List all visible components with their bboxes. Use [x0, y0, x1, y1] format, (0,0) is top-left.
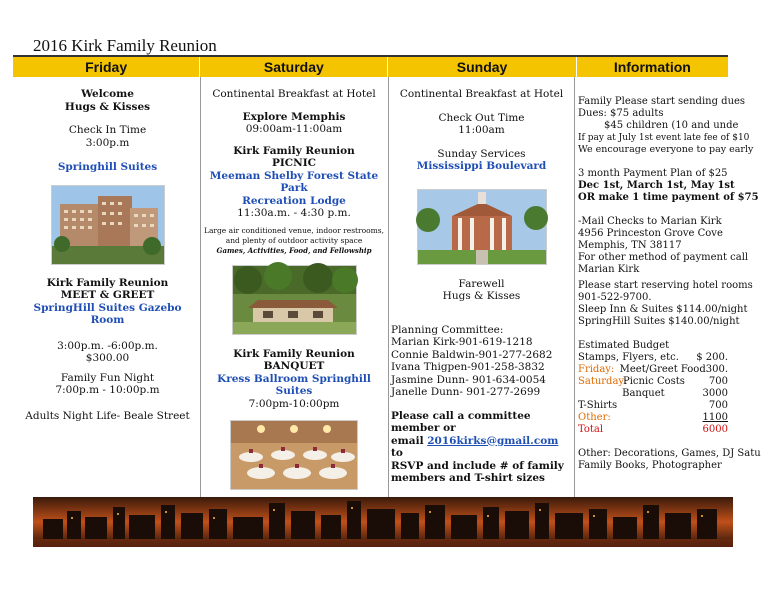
column-divider: [388, 77, 389, 497]
rsvp-line-2: [391, 435, 572, 460]
fun-night-label: Family Fun Night: [60, 371, 155, 384]
info-line: -Mail Checks to Marian Kirk: [578, 216, 722, 227]
meet-greet-title: Kirk Family Reunion: [46, 276, 169, 289]
budget-row: [578, 364, 728, 376]
farewell: Farewell: [458, 277, 505, 290]
info-line: Sleep Inn & Suites $114.00/night: [578, 304, 748, 315]
sunday-breakfast: Continental Breakfast at Hotel: [399, 88, 564, 100]
header-sunday: Sunday: [388, 57, 576, 77]
lodge-photo: [232, 265, 357, 335]
budget-label: Other:: [578, 412, 611, 423]
meet-greet-cost: $300.00: [85, 352, 130, 364]
friday-hugs: Hugs & Kisses: [64, 100, 151, 113]
hotel-photo: [51, 185, 165, 265]
saturday-column: [203, 88, 385, 490]
budget-label: Total: [578, 424, 604, 435]
picnic-sub: PICNIC: [271, 157, 317, 169]
budget-label: T-Shirts: [578, 400, 618, 411]
info-line: 4956 Princeston Grove Cove: [578, 228, 723, 239]
meet-greet-time: 3:00p.m. -6:00p.m.: [57, 339, 158, 352]
column-divider: [574, 77, 575, 497]
info-line: Dues: $75 adults: [578, 108, 664, 119]
budget-row: [578, 352, 728, 364]
banquet-title: Kirk Family Reunion: [233, 347, 355, 360]
info-line: 901-522-9700.: [578, 292, 652, 303]
banquet-time: 7:00pm-10:00pm: [248, 397, 340, 410]
meet-greet-place: SpringHill Suites Gazebo Room: [33, 301, 182, 326]
church-photo: [417, 189, 547, 265]
info-line: Dec 1st, March 1st, May 1st: [578, 180, 735, 191]
budget-label: Stamps, Flyers, etc.: [578, 352, 679, 363]
checkout-label: Check Out Time: [438, 111, 525, 124]
church-name: Mississippi Boulevard: [416, 160, 547, 172]
info-line: OR make 1 time payment of $75: [578, 192, 759, 203]
friday-checkin-label: Check In Time: [68, 124, 147, 136]
budget-value: 700: [708, 400, 728, 411]
rsvp-line-4: members and T-shirt sizes: [391, 472, 545, 484]
picnic-time: 11:30a.m. - 4:30 p.m.: [237, 207, 351, 219]
budget-value: 300.: [705, 364, 728, 375]
budget-row: [578, 412, 728, 424]
sunday-column: [391, 88, 572, 485]
adults-night-life: Adults Night Life- Beale Street: [25, 409, 190, 422]
committee-member: Ivana Thigpen-901-258-3832: [391, 361, 545, 373]
budget-item: Picnic Costs: [623, 376, 685, 387]
budget-value: 6000: [702, 424, 728, 435]
committee-member: Marian Kirk-901-619-1218: [391, 336, 533, 348]
header-friday: Friday: [13, 57, 200, 77]
budget-value: 3000: [702, 388, 728, 399]
info-other-2: Family Books, Photographer: [578, 460, 722, 471]
info-line: For other method of payment call: [578, 252, 749, 263]
information-column: [578, 96, 761, 472]
picnic-place-1: Meeman Shelby Forest State Park: [209, 169, 379, 194]
budget-title: Estimated Budget: [578, 340, 670, 351]
committee-member: Janelle Dunn- 901-277-2699: [391, 386, 541, 398]
skyline-banner: [33, 497, 733, 547]
farewell-hugs: Hugs & Kisses: [442, 290, 521, 302]
committee-member: Connie Baldwin-901-277-2682: [391, 348, 553, 361]
rsvp-email-prefix: email: [391, 434, 428, 447]
banquet-sub: BANQUET: [263, 360, 325, 372]
checkout-time: 11:00am: [458, 124, 505, 136]
venue-desc-3: Games, Activities, Food, and Fellowship: [216, 245, 372, 255]
friday-checkin-time: 3:00p.m: [85, 136, 130, 149]
info-line: 3 month Payment Plan of $25: [578, 168, 728, 179]
info-other-1: Other: Decorations, Games, DJ Satu: [578, 448, 761, 459]
budget-item: Meet/Greet Food: [619, 364, 706, 375]
info-line: Family Please start sending dues: [578, 96, 746, 107]
rsvp-email-suffix: to: [391, 447, 403, 459]
info-line: Memphis, TN 38117: [578, 240, 682, 251]
venue-desc-2: and plenty of outdoor activity space: [225, 235, 363, 245]
budget-row: [578, 388, 728, 400]
committee-member: Jasmine Dunn- 901-634-0054: [391, 373, 546, 386]
picnic-title: Kirk Family Reunion: [233, 144, 355, 157]
info-line: Marian Kirk: [578, 264, 640, 275]
column-divider: [200, 77, 201, 497]
fun-night-time: 7:00p.m - 10:00p.m: [55, 384, 160, 396]
banquet-place: Kress Ballroom Springhill Suites: [217, 372, 371, 397]
meet-greet-sub: MEET & GREET: [60, 289, 155, 301]
friday-hotel: Springhill Suites: [57, 161, 158, 173]
budget-value: $ 200.: [696, 352, 728, 363]
info-line: Please start reserving hotel rooms: [578, 280, 753, 291]
budget-row: [578, 424, 728, 436]
schedule-header: [13, 57, 728, 77]
budget-row: [578, 400, 728, 412]
explore-time: 09:00am-11:00am: [245, 123, 343, 135]
rsvp-line-3: RSVP and include # of family: [391, 459, 564, 472]
budget-label: Saturday:: [578, 376, 628, 387]
committee-title: Planning Committee:: [391, 323, 504, 336]
info-line: If pay at July 1st event late fee of $10: [578, 133, 750, 143]
venue-desc-1: Large air conditioned venue, indoor restrooms,: [203, 225, 385, 235]
header-saturday: Saturday: [200, 57, 388, 77]
sunday-services: Sunday Services: [437, 147, 526, 160]
header-information: Information: [613, 59, 691, 75]
rsvp-email-link[interactable]: 2016kirks@gmail.com: [427, 434, 559, 447]
picnic-place-2: Recreation Lodge: [242, 194, 346, 207]
info-line: $45 children (10 and unde: [604, 120, 739, 131]
explore-memphis: Explore Memphis: [242, 110, 346, 123]
budget-value: 1100: [702, 412, 728, 423]
ballroom-photo: [230, 420, 358, 490]
budget-label: Friday:: [578, 364, 615, 375]
budget-row: [578, 376, 728, 388]
rsvp-line-1: Please call a committee member or: [391, 409, 531, 434]
saturday-breakfast: Continental Breakfast at Hotel: [212, 88, 376, 100]
budget-item: Banquet: [622, 388, 665, 399]
info-line: SpringHill Suites $140.00/night: [578, 316, 740, 327]
budget-value: 700: [708, 376, 728, 387]
friday-column: [20, 88, 195, 422]
friday-welcome: Welcome: [81, 88, 134, 100]
info-line: We encourage everyone to pay early: [578, 144, 754, 155]
document-title: 2016 Kirk Family Reunion: [33, 36, 217, 55]
